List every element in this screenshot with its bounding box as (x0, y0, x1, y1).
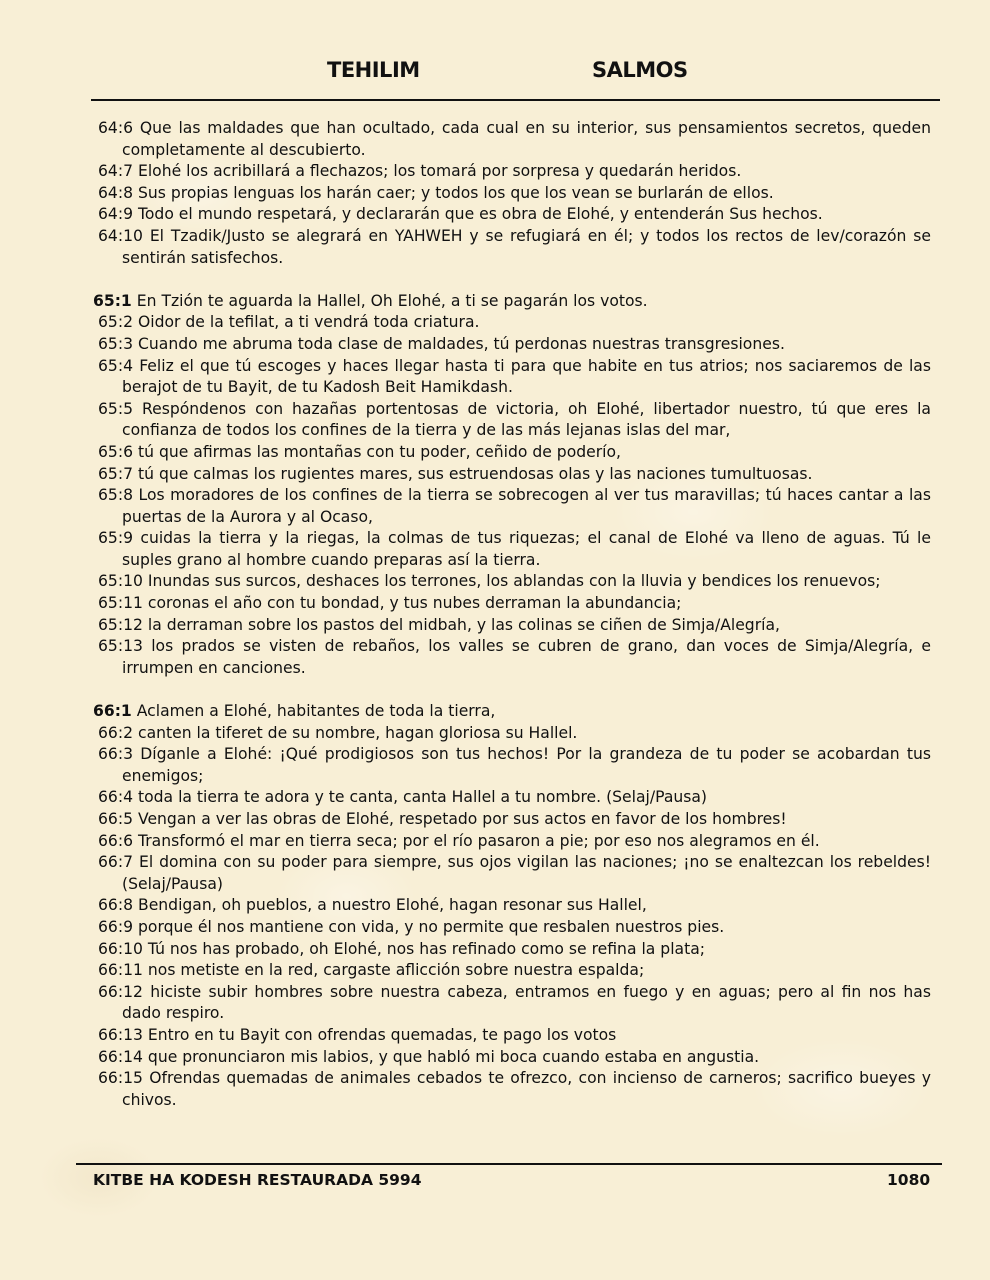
verse-number: 65:5 (98, 399, 134, 418)
verse-text: hiciste subir hombres sobre nuestra cabeza, entramos en fuego y en aguas; pero al fin nos has dado respiro. (122, 982, 931, 1023)
footer-title: KITBE HA KODESH RESTAURADA 5994 (93, 1171, 422, 1189)
verse-text: Sus propias lenguas los harán caer; y todos los que los vean se burlarán de ellos. (138, 183, 774, 202)
verse (93, 960, 931, 982)
verse-number: 66:9 (98, 917, 134, 936)
verse-text: cuidas la tierra y la riegas, la colmas de tus riquezas; el canal de Elohé va lleno de aguas. Tú le suples grano al hombre cuando preparas así la tierra. (122, 529, 931, 569)
verse (93, 442, 931, 464)
verse-text: Vengan a ver las obras de Elohé, respetado por sus actos en favor de los hombres! (138, 810, 787, 828)
verse-number: 65:12 (98, 615, 143, 634)
verse-text: Transformó el mar en tierra seca; por el río pasaron a pie; por eso nos alegramos en él. (138, 831, 820, 850)
verse (93, 809, 931, 831)
verse (93, 939, 931, 961)
verse-number: 66:12 (98, 982, 143, 1001)
verse-number: 66:4 (98, 788, 134, 807)
chapter-spacer (93, 269, 931, 291)
verse (93, 831, 931, 853)
verse (93, 334, 931, 356)
verse-text: Respóndenos con hazañas portentosas de victoria, oh Elohé, libertador nuestro, tú que eres la confianza de todos los confines de la tierra y de las más lejanas islas del mar, (122, 399, 931, 440)
verse-number: 66:6 (98, 831, 134, 850)
verse (93, 226, 931, 269)
verse-number: 66:15 (98, 1069, 143, 1088)
verse-text: Ofrendas quemadas de animales cebados te ofrezco, con incienso de carneros; sacrifico bueyes y chivos. (122, 1069, 931, 1109)
verse-text: El Tzadik/Justo se alegrará en YAHWEH y se refugiará en él; y todos los rectos de lev/corazón se sentirán satisfechos. (122, 226, 931, 267)
verse-number: 65:10 (98, 572, 143, 591)
header-book-name-spanish: SALMOS (592, 58, 688, 82)
verse-text: nos metiste en la red, cargaste aflicción sobre nuestra espalda; (147, 961, 645, 980)
verse (93, 118, 931, 161)
verse-number: 64:7 (98, 162, 134, 181)
verse-number: 66:14 (98, 1047, 143, 1066)
verse-number: 65:8 (98, 486, 134, 505)
verse-text: Tú nos has probado, oh Elohé, nos has refinado como se refina la plata; (147, 939, 706, 958)
verse-number: 65:6 (98, 442, 134, 461)
verse-number: 64:8 (98, 183, 134, 202)
verse (93, 356, 931, 399)
verse-number: 65:11 (98, 594, 143, 613)
verse (93, 464, 931, 486)
footer-rule (76, 1163, 942, 1165)
verse-text: Feliz el que tú escoges y haces llegar hasta ti para que habite en tus atrios; nos saciaremos de las berajot de tu Bayit, de tu Kadosh Beit Hamikdash. (122, 356, 931, 397)
verse-number: 65:9 (98, 529, 134, 548)
chapter-spacer (93, 679, 931, 701)
verse-number: 65:7 (98, 464, 134, 483)
verse-number: 66:2 (98, 723, 134, 742)
verse (93, 1047, 931, 1069)
verse-text: El domina con su poder para siempre, sus ojos vigilan las naciones; ¡no se enaltezcan los rebeldes! (Selaj/Pausa) (122, 853, 931, 893)
verse (93, 571, 931, 593)
verse-number: 64:10 (98, 226, 143, 245)
verse-text: Oidor de la tefilat, a ti vendrá toda criatura. (138, 313, 480, 332)
verse-text: los prados se visten de rebaños, los valles se cubren de grano, dan voces de Simja/Alegría, e irrumpen en canciones. (122, 637, 931, 677)
verse (93, 183, 931, 205)
verse-number: 64:9 (98, 205, 134, 224)
verse-text: porque él nos mantiene con vida, y no permite que resbalen nuestros pies. (138, 917, 725, 936)
verse-text: la derraman sobre los pastos del midbah, y las colinas se ciñen de Simja/Alegría, (147, 615, 780, 634)
verse (93, 399, 931, 442)
verse (93, 787, 931, 809)
verse (93, 485, 931, 528)
verse (93, 917, 931, 939)
verse-text: que pronunciaron mis labios, y que habló mi boca cuando estaba en angustia. (147, 1047, 760, 1066)
verse (93, 204, 931, 226)
verse (93, 895, 931, 917)
verse (93, 1025, 931, 1047)
verse (93, 528, 931, 571)
page-header (0, 58, 990, 90)
verse-number: 66:10 (98, 939, 143, 958)
page-number: 1080 (887, 1171, 931, 1189)
verse-text: canten la tiferet de su nombre, hagan gloriosa su Hallel. (138, 723, 578, 742)
verse-text: Todo el mundo respetará, y declararán que es obra de Elohé, y entenderán Sus hechos. (138, 205, 823, 224)
scripture-text (93, 118, 931, 1111)
verse-number: 66:11 (98, 961, 143, 980)
verse (93, 852, 931, 895)
verse-number: 65:2 (98, 313, 134, 332)
verse-text: Díganle a Elohé: ¡Qué prodigiosos son tus hechos! Por la grandeza de tu poder se acobardan tus enemigos; (122, 745, 931, 785)
verse-text: tú que calmas los rugientes mares, sus estruendosas olas y las naciones tumultuosas. (138, 464, 813, 483)
verse (93, 312, 931, 334)
verse-number: 66:1 (93, 702, 132, 721)
verse (93, 615, 931, 637)
verse-number: 65:1 (93, 291, 132, 310)
chapter-first-verse (93, 701, 931, 723)
chapter-first-verse (93, 291, 931, 313)
verse (93, 723, 931, 745)
verse-text: tú que afirmas las montañas con tu poder, ceñido de poderío, (138, 442, 621, 461)
verse-number: 65:4 (98, 356, 134, 375)
verse (93, 1068, 931, 1111)
verse (93, 161, 931, 183)
verse-text: Que las maldades que han ocultado, cada cual en su interior, sus pensamientos secretos, queden completamente al descubierto. (122, 119, 931, 159)
verse-number: 66:3 (98, 745, 134, 764)
verse-number: 66:13 (98, 1025, 143, 1044)
verse-text: toda la tierra te adora y te canta, canta Hallel a tu nombre. (Selaj/Pausa) (138, 788, 708, 807)
verse (93, 982, 931, 1025)
verse (93, 636, 931, 679)
verse-text: Elohé los acribillará a flechazos; los tomará por sorpresa y quedarán heridos. (138, 162, 742, 181)
verse (93, 593, 931, 615)
verse-number: 65:13 (98, 637, 143, 656)
verse-text: Entro en tu Bayit con ofrendas quemadas, te pago los votos (147, 1025, 617, 1044)
verse-text: Los moradores de los confines de la tierra se sobrecogen al ver tus maravillas; tú haces cantar a las puertas de la Aurora y al Ocaso, (122, 486, 931, 526)
verse-number: 66:5 (98, 810, 134, 828)
verse-number: 65:3 (98, 334, 134, 353)
verse-number: 66:8 (98, 896, 134, 915)
verse-text: Cuando me abruma toda clase de maldades, tú perdonas nuestras transgresiones. (138, 334, 785, 353)
verse-text: Bendigan, oh pueblos, a nuestro Elohé, hagan resonar sus Hallel, (138, 896, 647, 915)
verse-text: coronas el año con tu bondad, y tus nubes derraman la abundancia; (147, 594, 682, 613)
header-rule (91, 99, 940, 101)
header-book-name-hebrew: TEHILIM (327, 58, 420, 82)
verse-text: En Tzión te aguarda la Hallel, Oh Elohé, a ti se pagarán los votos. (136, 291, 648, 310)
verse-text: Inundas sus surcos, deshaces los terrones, los ablandas con la lluvia y bendices los renuevos; (147, 572, 881, 591)
verse (93, 744, 931, 787)
verse-number: 66:7 (98, 853, 134, 872)
verse-number: 64:6 (98, 119, 134, 137)
verse-text: Aclamen a Elohé, habitantes de toda la tierra, (136, 702, 496, 721)
